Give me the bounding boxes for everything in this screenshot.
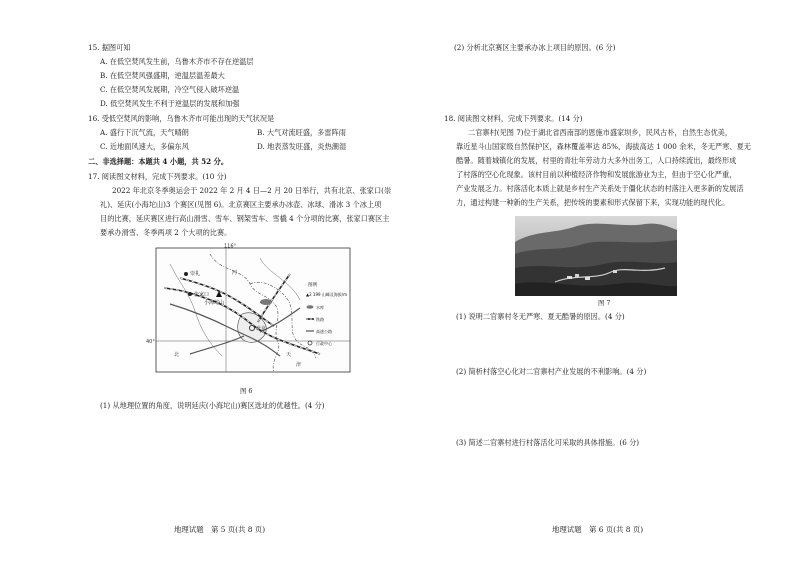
q18-para-line: 二官寨村(见图 7)位于湖北省西南部的恩施市盛家坝乡，民风古朴，自然生态优美， — [468, 128, 733, 137]
legend-highway: 高速公路 — [316, 329, 332, 334]
label-zhangjiakou: 张家口 — [194, 292, 210, 298]
label-chongli: 崇礼 — [190, 271, 201, 277]
q18-para-line: 产业发展乏力。村落活化本质上就是乡村生产关系处于僵化状态的村落注入更多新的发展活 — [456, 184, 744, 193]
q16-stem: 16. 受低空焚风的影响，乌鲁木齐市可能出现的天气状况是 — [88, 114, 275, 123]
q17-para-line: 要承办滑雪、冬季两项 2 个大项的比赛。 — [100, 228, 232, 237]
figure-6-map — [146, 243, 356, 376]
figure-7-caption: 图 7 — [598, 299, 611, 307]
q18-stem: 18. 阅读图文材料，完成下列要求。(14 分) — [444, 114, 583, 123]
lon-label: 116° — [224, 243, 237, 250]
legend-water-symbol — [307, 305, 314, 309]
q18-para-line: 力，通过构建一种新的生产关系，把传统的要素和形式保留下来，实现功能的现代化。 — [456, 198, 730, 207]
legend-peak: ▲2 199 山峰及海拔/m — [306, 292, 348, 297]
region-label: 津 — [296, 362, 302, 368]
q16-option-a: A. 盛行下沉气流，天气晴朗 — [100, 128, 189, 137]
q18-para-line: 靠近星斗山国家级自然保护区，森林覆盖率达 85%，海拔高达 1 000 余米，冬无严寒、夏无 — [456, 142, 751, 151]
label-xiaohaituo: 小海坨山 — [204, 300, 225, 306]
region-label: 北 — [174, 352, 180, 358]
page-footer-left: 地理试题 第 5 页(共 8 页) — [174, 525, 266, 534]
q17-para-line: 礼)、延庆(小海坨山)3 个赛区(见图 6)。北京赛区主要承办冰壶、冰球、滑冰 3 个冰上项 — [100, 200, 382, 209]
q16-option-b: B. 大气对流旺盛，多雷阵雨 — [257, 128, 346, 137]
q16-option-d: D. 地表蒸发旺盛，炎热潮湿 — [257, 142, 347, 151]
legend-rail: 铁路 — [316, 317, 324, 322]
figure-6-caption: 图 6 — [240, 387, 253, 395]
legend-admin: 行政中心 — [316, 341, 332, 346]
q16-option-c: C. 近地面风速大，多偏东风 — [100, 142, 189, 151]
section-heading: 二、非选择题：本题共 4 小题，共 52 分。 — [88, 157, 229, 166]
lat-label: 40° — [146, 339, 155, 345]
q18-para-line: 酷暑。随着城镇化的发展，村里的青壮年劳动力大多外出务工，人口持续流出，最终形成 — [456, 156, 737, 165]
q17-sub2: (2) 分析北京赛区主要承办冰上项目的原因。(6 分) — [454, 43, 616, 52]
label-beijing: 北京 — [256, 326, 267, 332]
region-label: 天 — [286, 352, 292, 358]
q15-option-d: D. 低空焚风发生不利于逆温层的发展和加强 — [100, 99, 240, 108]
q15-stem: 15. 据图可知 — [88, 43, 131, 52]
figure-7-photo — [515, 216, 677, 296]
q18-para-line: 了村落的空心化现象。该村目前以种植经济作物和发展旅游业为主，但由于空心化严重， — [456, 170, 737, 179]
region-label: 河 — [232, 270, 238, 276]
q18-sub3: (3) 简述二官寨村进行村落活化可采取的具体措施。(6 分) — [456, 438, 640, 447]
q18-sub2: (2) 简析村落空心化对二官寨村产业发展的不利影响。(4 分) — [456, 367, 647, 376]
q17-para-line: 目的比赛，延庆赛区进行高山滑雪、雪车、钢架雪车、雪橇 4 个分项的比赛，张家口赛区主 — [100, 214, 390, 223]
q17-stem: 17. 阅读图文材料，完成下列要求。(10 分) — [88, 172, 227, 181]
city-dot-chongli — [184, 272, 188, 276]
q17-para-line: 2022 年北京冬季奥运会于 2022 年 2 月 4 日—2 月 20 日举行，共有北京、张家口(崇 — [112, 186, 392, 195]
q15-option-b: B. 在低空焚风强盛期，逆温层温差最大 — [100, 71, 225, 80]
legend-title: 图例 — [308, 283, 318, 288]
reservoir — [260, 299, 272, 305]
q15-option-a: A. 在低空焚风发生前，乌鲁木齐市不存在逆温层 — [100, 57, 254, 66]
city-dot-zhangjiakou — [188, 292, 192, 296]
q18-sub1: (1) 说明二官寨村冬无严寒、夏无酷暑的原因。(4 分) — [456, 312, 625, 321]
map-frame — [156, 248, 350, 372]
q15-option-c: C. 在低空焚风发展期，冷空气侵入破坏逆温 — [100, 85, 240, 94]
q17-sub1: (1) 从地理位置的角度，说明延庆(小海坨山)赛区选址的优越性。(4 分) — [100, 401, 325, 410]
page-footer-right: 地理试题 第 6 页(共 8 页) — [552, 525, 644, 534]
legend-water: 水库 — [316, 305, 324, 310]
